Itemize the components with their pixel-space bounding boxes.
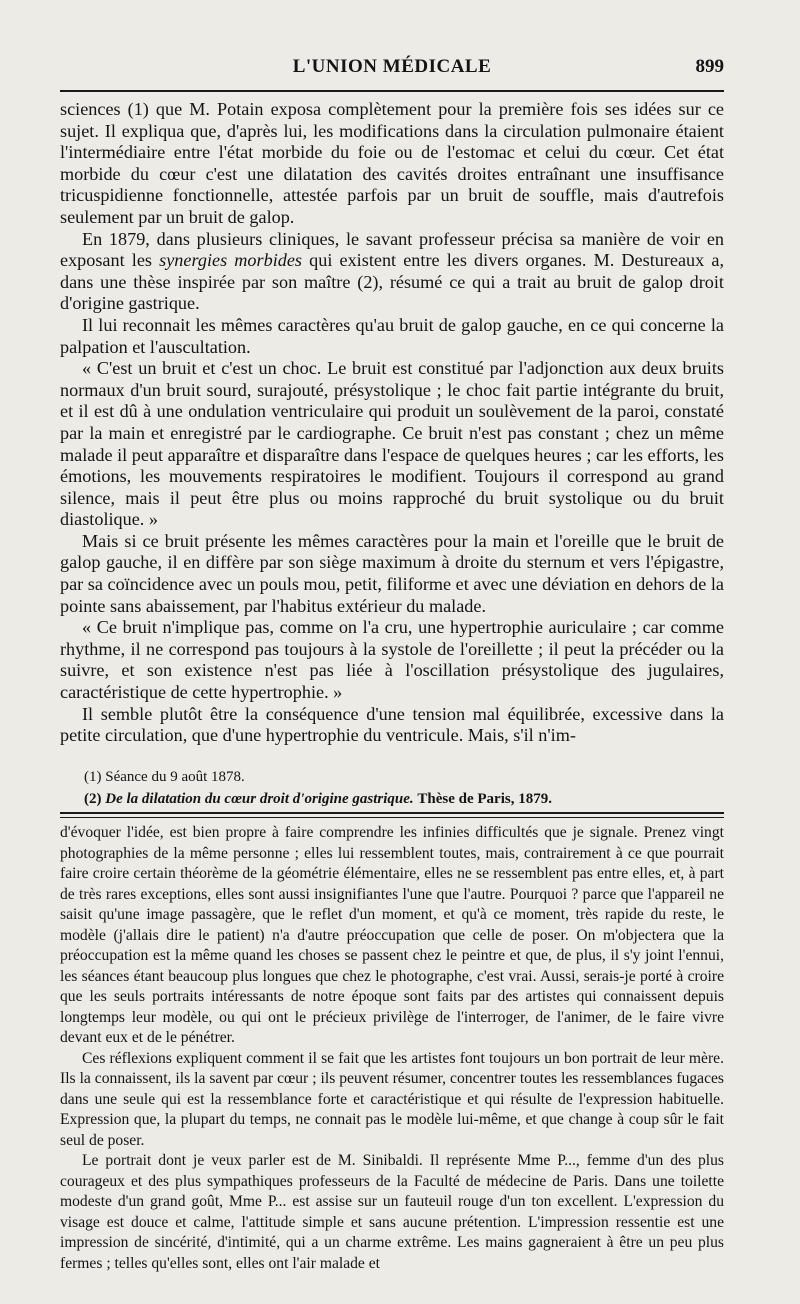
header-rule — [60, 90, 724, 92]
page-number: 899 — [695, 56, 724, 77]
main-article — [60, 99, 724, 747]
footnote-1: (1) Séance du 9 août 1878. — [84, 769, 245, 785]
running-title: L'UNION MÉDICALE — [292, 56, 492, 77]
feuilleton-rule-thin — [60, 817, 724, 818]
main-paragraph-4: « C'est un bruit et c'est un choc. Le bruit est constitué par l'adjonction aux deux bruits normaux d'un bruit sourd, surajouté, présystolique ; le choc fait partie intégrante du bruit, et il est dû à une ondulation ventriculaire qui produit un soulèvement de la paroi, constaté par la main et enregistré par le cardiographe. Ce bruit n'est pas constant ; chez un même malade il peut apparaître et disparaître dans l'espace de quelques heures ; car les efforts, les émotions, les mouvements respiratoires le modifient. Toujours il correspond au grand silence, mais il peut être plus ou moins rapproché du bruit systolique ou du bruit diastolique. » — [60, 358, 724, 530]
main-paragraph-6: « Ce bruit n'implique pas, comme on l'a cru, une hypertrophie auriculaire ; car comme rhythme, il ne correspond pas toujours à la systole de l'oreillette ; il peut la précéder ou la suivre, et son existence n'est pas liée à l'oscillation présystolique des jugulaires, caractéristique de cette hypertrophie. » — [60, 617, 724, 703]
footnotes — [84, 766, 724, 810]
main-paragraph-7: Il semble plutôt être la conséquence d'une tension mal équilibrée, excessive dans la petite circulation, que d'une hypertrophie du ventricule. Mais, s'il n'im- — [60, 703, 724, 746]
footnote-2-title: De la dilatation du cœur droit d'origine gastrique. — [105, 791, 414, 807]
feuilleton-article — [60, 823, 724, 1274]
page-header — [60, 56, 724, 82]
feuilleton-paragraph-1: d'évoquer l'idée, est bien propre à faire comprendre les infinies difficultés que je signale. Prenez vingt photographies de la même personne ; elles lui ressemblent toutes, mais, contrairement à ce que pourrait faire croire certain théorème de la géométrie élémentaire, elles ne se ressemblent pas entre elles, et, à part de très rares exceptions, elles sont aussi insignifiantes l'une que l'autre. Pourquoi ? parce que l'appareil ne saisit qu'une image passagère, que le reflet d'un moment, et qu'à ce moment, très rapide du reste, le modèle (j'allais dire le patient) n'a d'autre préoccupation que celle de poser. On m'objectera que la préoccupation est la même quand les choses se passent chez le peintre et que, de plus, il s'y joint l'ennui, les séances étant beaucoup plus longues que chez le photographe, c'est vrai. Aussi, serais-je porté à croire que les seuls portraits intéressants de notre époque sont faits par des artistes qui connaissent depuis longtemps leur modèle, ou qui ont le précieux privilège de l'interroger, de l'animer, de le faire vivre devant eux et de le pénétrer. — [60, 824, 724, 1046]
footnote-2-number: (2) — [84, 791, 102, 807]
footnote-2-source: Thèse de Paris, 1879. — [417, 791, 552, 807]
feuilleton-paragraph-2: Ces réflexions expliquent comment il se fait que les artistes font toujours un bon portrait de leur mère. Ils la connaissent, ils la savent par cœur ; ils peuvent résumer, concentrer toutes les ressemblances fugaces dans une seule qui est la ressemblance forte et caractéristique et qui résulte de l'expression habituelle. Expression que, la plupart du temps, ne connait pas le modèle lui-même, et que change à coup sûr le fait seul de poser. — [60, 1049, 724, 1149]
main-paragraph-3: Il lui reconnait les mêmes caractères qu'au bruit de galop gauche, en ce qui concerne la palpation et l'auscultation. — [60, 314, 724, 357]
main-paragraph-5: Mais si ce bruit présente les mêmes caractères pour la main et l'oreille que le bruit de galop gauche, il en diffère par son siège maximum à droite du sternum et vers l'épigastre, par sa coïncidence avec un pouls mou, petit, filiforme et avec une déviation en dehors de la pointe sans abaissement, par l'habitus extérieur du malade. — [60, 530, 724, 616]
emphasis-synergies-morbides: synergies morbides — [159, 250, 302, 271]
footnote-2 — [84, 788, 724, 810]
main-paragraph-1: sciences (1) que M. Potain exposa complètement pour la première fois ses idées sur ce sujet. Il expliqua que, d'après lui, les modifications dans la circulation pulmonaire étaient l'intermédiaire entre l'état morbide du foie ou de l'estomac et celui du cœur. Cet état morbide du cœur c'est une dilatation des cavités droites entraînant une insuffisance tricuspidienne fonctionnelle, attestée parfois par un bruit de souffle, mais d'autrefois seulement par un bruit de galop. — [60, 99, 724, 227]
feuilleton-rule-thick — [60, 812, 724, 814]
main-paragraph-2: En 1879, dans plusieurs cliniques, le savant professeur précisa sa manière de voir en exposant les synergies morbides qui existent entre les divers organes. M. Destureaux a, dans une thèse inspirée par son maître (2), résumé ce qui a trait au bruit de galop droit d'origine gastrique. — [60, 228, 725, 314]
feuilleton-paragraph-3: Le portrait dont je veux parler est de M. Sinibaldi. Il représente Mme P..., femme d'un des plus courageux et des plus sympathiques professeurs de la Faculté de médecine de Paris. Dans une toilette modeste d'un grand goût, Mme P... est assise sur un fauteuil rouge d'un ton excellent. L'expression du visage est douce et calme, l'attitude simple et sans aucune prétention. L'impression ressentie est une impression de sincérité, d'intimité, qui a un charme extrême. Les mains gagneraient à être un peu plus fermes ; telles qu'elles sont, elles ont l'air malade et — [60, 1152, 724, 1272]
